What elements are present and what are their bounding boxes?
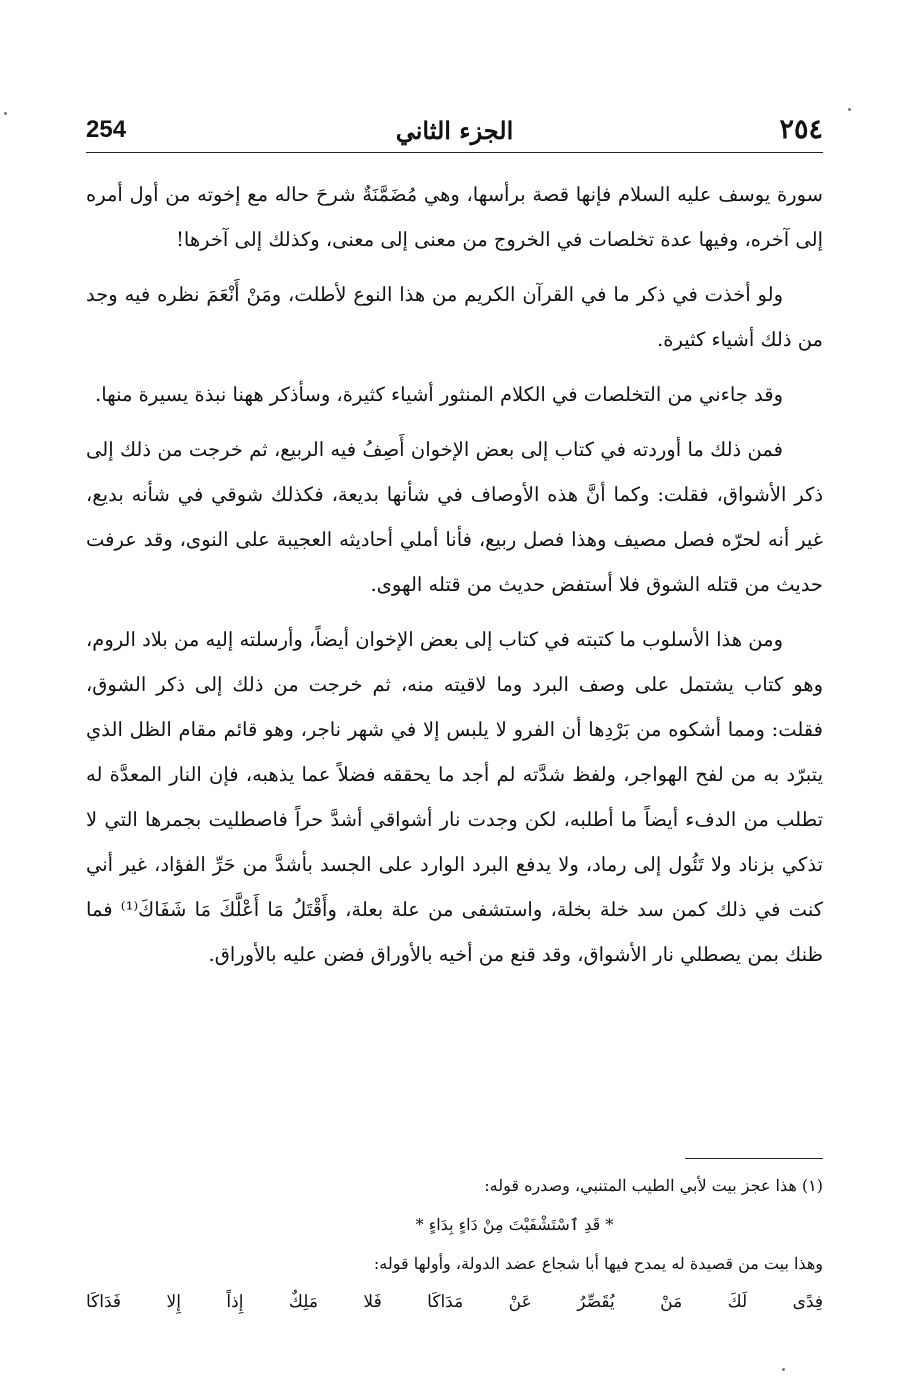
footnotes	[86, 1166, 823, 1322]
footnote-1-continuation: وهذا بيت من قصيدة له يمدح فيها أبا شجاع عضد الدولة، وأولها قوله:	[373, 1254, 823, 1273]
scan-speck	[848, 108, 851, 111]
paragraph: ومن هذا الأسلوب ما كتبته في كتاب إلى بعض الإخوان أيضاً، وأرسلته إليه من بلاد الروم، وهو كتاب يشتمل على وصف البرد وما لاقيته منه، ثم خرجت من ذلك إلى ذكر الشوق، فقلت: ومما أشكوه من بَرْدِها أن الفرو لا يلبس إلا في شهر ناجر، وهو قائم مقام الظل الذي يتبرّد به من لفح الهواجر، ولفظ شدَّته لم أجد ما يحققه فضلاً عما يذهبه، فإن النار المعدَّة له تطلب من الدفء أيضاً ما أطلبه، لكن وجدت نار أشواقي أشدَّ حراً فاصطليت بجمرها التي لا تذكي بزناد ولا تَئُول إلى رماد، ولا يدفع البرد الوارد على الجسد بأشدَّ من حَرِّ الفؤاد، غير أني كنت في ذلك كمن سد خلة بخلة، واستشفى من علة بعلة، وأَقْتَلُ مَا أَعْلَّكَ مَا شَفَاكَ⁽¹⁾ فما ظنك بمن يصطلي نار الأشواق، وقد قنع من أخيه بالأوراق فضن عليه بالأوراق.	[86, 628, 823, 966]
footnote-verse-half: * قَدِ ٱسْتَشْفَيْتَ مِنْ دَاءٍ بِدَاءٍ *	[415, 1215, 614, 1234]
paragraph: وقد جاءني من التخلصات في الكلام المنثور أشياء كثيرة، وسأذكر ههنا نبذة يسيرة منها.	[95, 383, 783, 406]
scan-speck	[782, 1368, 785, 1371]
paragraph: ولو أخذت في ذكر ما في القرآن الكريم من هذا النوع لأطلت، ومَنْ أَنْعَمَ نظره فيه وجد من ذلك أشياء كثيرة.	[86, 283, 823, 351]
footnote-verse-full: فِدًى لَكَ مَنْ يُقَصِّرُ عَنْ مَدَاكَا فَلا مَلِكٌ إِذاً إِلا فَدَاكَا	[86, 1292, 823, 1312]
page-number-latin: 254	[86, 116, 127, 143]
footnote-1: (١) هذا عجز بيت لأبي الطيب المتنبي، وصدره قوله:	[484, 1176, 823, 1195]
main-text	[86, 172, 823, 987]
part-title: الجزء الثاني	[395, 116, 514, 145]
page-header	[86, 112, 823, 153]
footnote-separator	[685, 1158, 823, 1159]
scan-speck	[4, 112, 7, 115]
paragraph: فمن ذلك ما أوردته في كتاب إلى بعض الإخوان أَصِفُ فيه الربيع، ثم خرجت من ذلك إلى ذكر الأشواق، فقلت: وكما أنَّ هذه الأوصاف في شأنها بديعة، فكذلك شوقي في شأنه بديع، غير أنه لحرّه فصل مصيف وهذا فصل ربيع، فأنا أملي أحاديثه العجيبة على النوى، وقد عرفت حديث من قتله الشوق فلا أستفض حديث من قتله الهوى.	[86, 438, 823, 596]
paragraph: سورة يوسف عليه السلام فإنها قصة برأسها، وهي مُضَمَّنَةٌ شرحَ حاله مع إخوته من أول أمره إلى آخره، وفيها عدة تخلصات في الخروج من معنى إلى معنى، وكذلك إلى آخرها!	[86, 183, 823, 251]
page-number-arabic: ٢٥٤	[779, 114, 823, 145]
